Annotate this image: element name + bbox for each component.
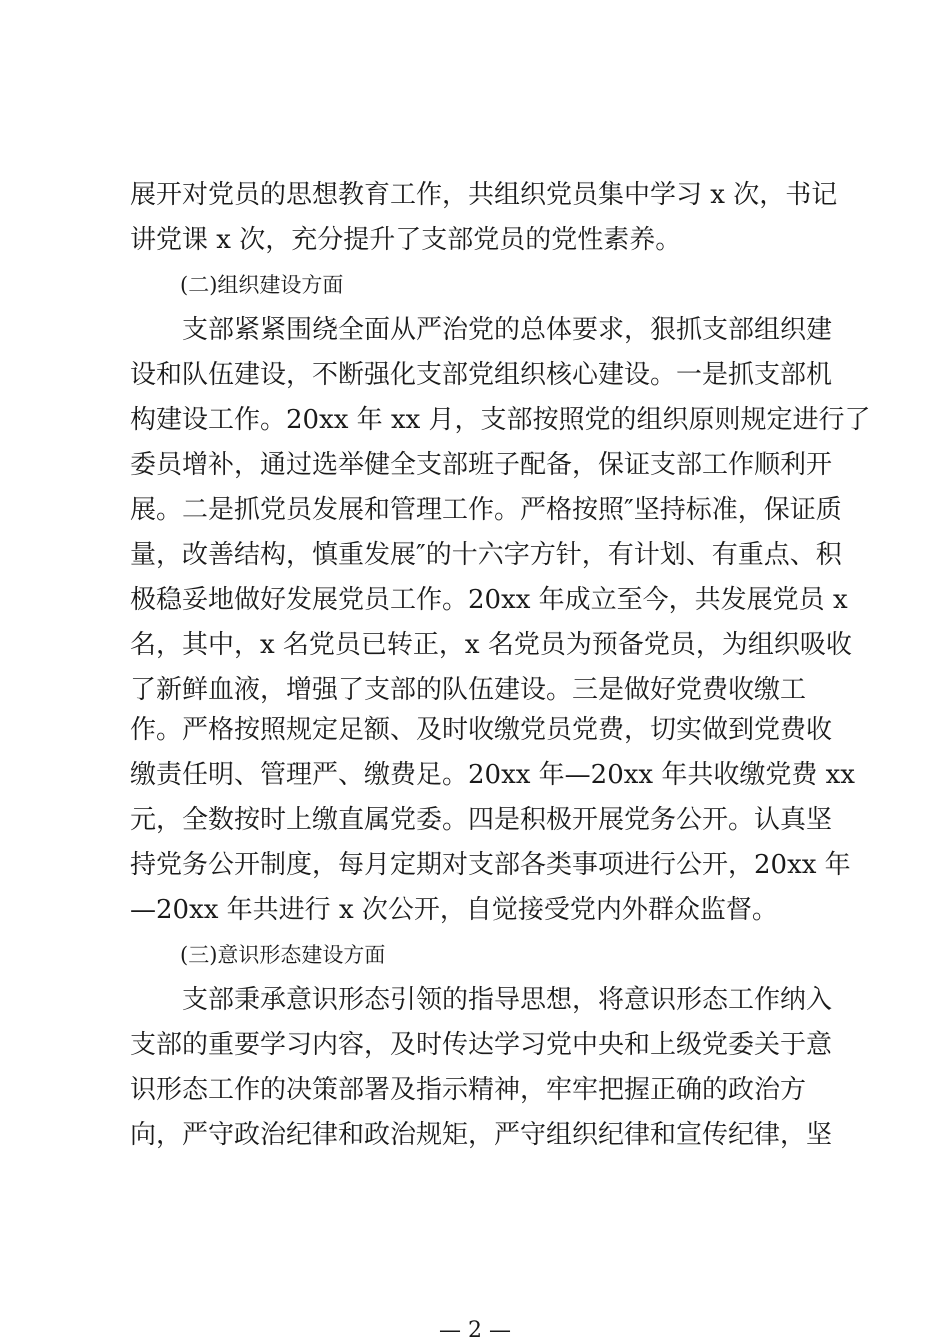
text-line: 了新鲜血液，增强了支部的队伍建设。三是做好党费收缴工 — [130, 675, 807, 705]
text-line: 支部的重要学习内容，及时传达学习党中央和上级党委关于意 — [130, 1030, 833, 1060]
text-line: 作。严格按照规定足额、及时收缴党员党费，切实做到党费收 — [130, 715, 833, 745]
text-line: 构建设工作。20xx 年 xx 月，支部按照党的组织原则规定进行了 — [130, 405, 871, 435]
text-line: 极稳妥地做好发展党员工作。20xx 年成立至今，共发展党员 x — [130, 585, 848, 615]
text-line: 展。二是抓党员发展和管理工作。严格按照″坚持标准，保证质 — [130, 495, 842, 525]
section-heading: (三)意识形态建设方面 — [180, 943, 386, 967]
text-line: 名，其中，x 名党员已转正，x 名党员为预备党员，为组织吸收 — [130, 630, 852, 660]
text-line: 支部秉承意识形态引领的指导思想，将意识形态工作纳入 — [182, 985, 833, 1015]
text-line: 识形态工作的决策部署及指示精神，牢牢把握正确的政治方 — [130, 1075, 807, 1105]
text-line: 支部紧紧围绕全面从严治党的总体要求，狠抓支部组织建 — [182, 315, 833, 345]
section-heading: (二)组织建设方面 — [180, 273, 344, 297]
text-line: —20xx 年共进行 x 次公开，自觉接受党内外群众监督。 — [130, 895, 778, 925]
text-line: 量，改善结构，慎重发展″的十六字方针，有计划、有重点、积 — [130, 540, 842, 570]
text-line: 讲党课 x 次，充分提升了支部党员的党性素养。 — [130, 225, 682, 255]
text-line: 缴责任明、管理严、缴费足。20xx 年—20xx 年共收缴党费 xx — [130, 760, 855, 790]
text-line: 设和队伍建设，不断强化支部党组织核心建设。一是抓支部机 — [130, 360, 833, 390]
text-line: 向，严守政治纪律和政治规矩，严守组织纪律和宣传纪律，坚 — [130, 1120, 833, 1150]
text-line: 展开对党员的思想教育工作，共组织党员集中学习 x 次，书记 — [130, 180, 838, 210]
text-line: 持党务公开制度，每月定期对支部各类事项进行公开，20xx 年 — [130, 850, 851, 880]
page-number: — 2 — — [439, 1318, 511, 1343]
text-line: 元，全数按时上缴直属党委。四是积极开展党务公开。认真坚 — [130, 805, 833, 835]
text-line: 委员增补，通过选举健全支部班子配备，保证支部工作顺利开 — [130, 450, 833, 480]
